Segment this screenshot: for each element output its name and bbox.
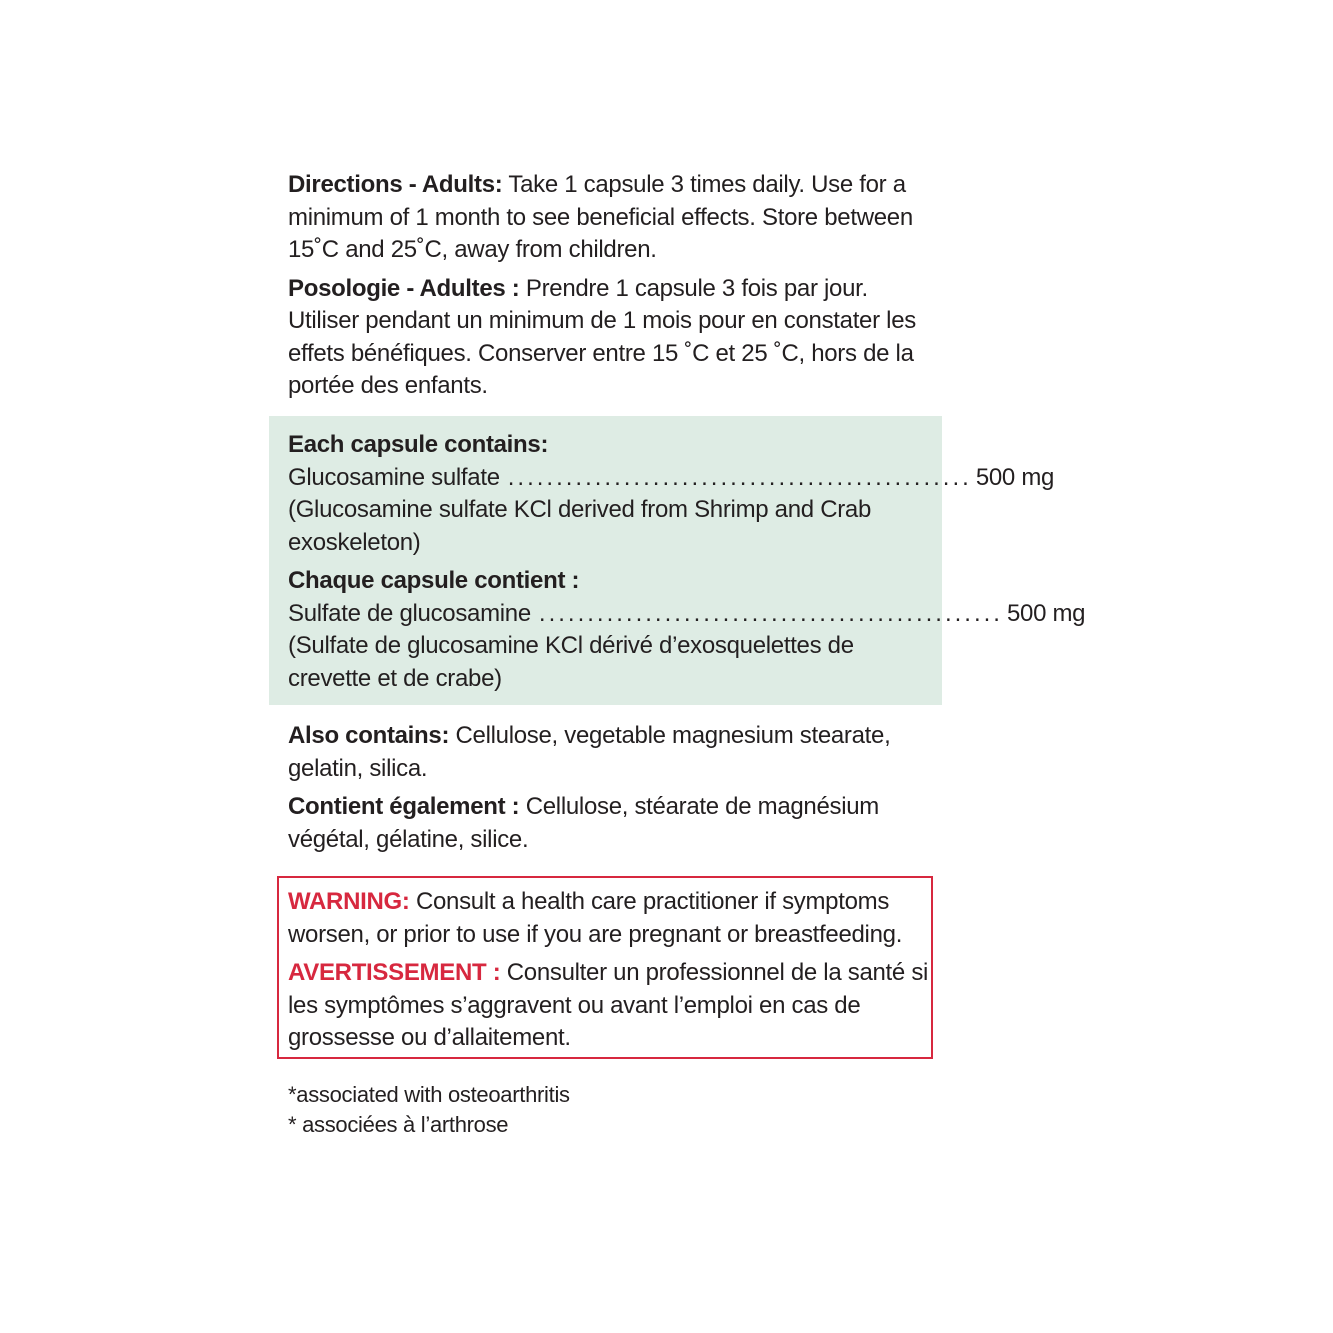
also-contains-en-text: Cellulose, vegetable magnesium stearate, gelatin, silica. xyxy=(288,722,891,782)
dot-leader: ................................................ xyxy=(507,463,972,491)
also-contains-en xyxy=(288,720,938,785)
also-contains-fr-text: Cellulose, stéarate de magnésium végétal, gélatine, silice. xyxy=(288,793,879,853)
ingredients-en-heading: Each capsule contains: xyxy=(288,431,549,458)
ingredient-row-en xyxy=(288,462,1055,495)
ingredients-section xyxy=(288,429,1086,695)
also-contains-en-title: Also contains: xyxy=(288,722,450,749)
warning-fr xyxy=(288,957,938,1055)
footnote-en: *associated with osteoarthritis xyxy=(288,1082,570,1107)
warning-fr-text: Consulter un professionnel de la santé si les symptômes s’aggravent ou avant l’emploi en cas de grossesse ou d’allaitement. xyxy=(288,959,929,1051)
ingredient-amount-en: 500 mg xyxy=(975,463,1055,491)
warning-en-title: WARNING: xyxy=(288,888,410,915)
directions-section xyxy=(288,169,938,403)
footnotes-section xyxy=(288,1080,938,1140)
also-contains-fr xyxy=(288,791,938,856)
warning-en xyxy=(288,886,938,951)
also-contains-section xyxy=(288,720,938,856)
ingredients-fr-heading: Chaque capsule contient : xyxy=(288,567,580,594)
ingredient-row-fr xyxy=(288,598,1086,631)
ingredient-source-en: (Glucosamine sulfate KCl derived from Shrimp and Crab exoskeleton) xyxy=(288,496,872,556)
footnote-fr: * associées à l’arthrose xyxy=(288,1112,509,1137)
directions-en-text: Take 1 capsule 3 times daily. Use for a minimum of 1 month to see beneficial effects. Store between 15˚C and 25˚C, away from children. xyxy=(288,171,913,263)
directions-en xyxy=(288,169,938,267)
ingredient-amount-fr: 500 mg xyxy=(1006,599,1086,627)
warning-fr-title: AVERTISSEMENT : xyxy=(288,959,501,986)
directions-fr xyxy=(288,273,938,403)
warning-section xyxy=(288,886,938,1055)
also-contains-fr-title: Contient également : xyxy=(288,793,520,820)
ingredient-name-fr: Sulfate de glucosamine xyxy=(288,599,531,627)
directions-en-title: Directions - Adults: xyxy=(288,171,503,198)
warning-en-text: Consult a health care practitioner if symptoms worsen, or prior to use if you are pregnant or breastfeeding. xyxy=(288,888,903,948)
dot-leader: ................................................ xyxy=(538,599,1003,627)
ingredient-source-fr: (Sulfate de glucosamine KCl dérivé d’exosquelettes de crevette et de crabe) xyxy=(288,632,854,692)
ingredient-name-en: Glucosamine sulfate xyxy=(288,463,500,491)
directions-fr-text: Prendre 1 capsule 3 fois par jour. Utiliser pendant un minimum de 1 mois pour en constater les effets bénéfiques. Conserver entre 15 ˚C et 25 ˚C, hors de la portée des enfants. xyxy=(288,274,916,399)
directions-fr-title: Posologie - Adultes : xyxy=(288,274,520,302)
